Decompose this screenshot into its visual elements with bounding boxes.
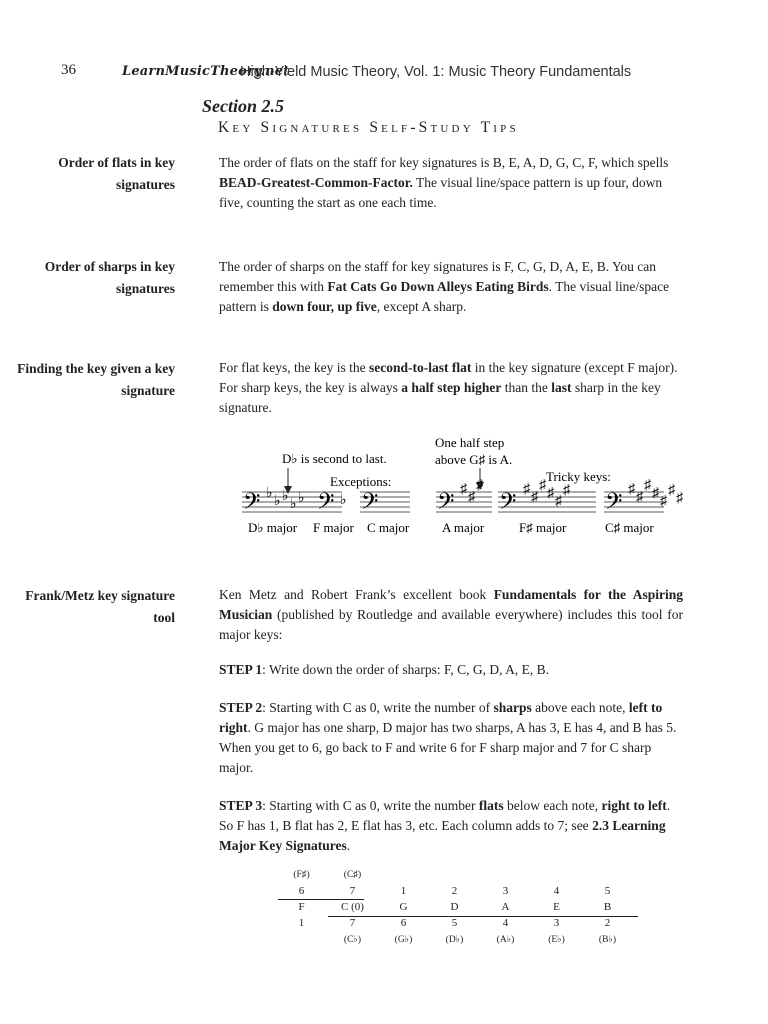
sharp-accidental-icon: ♯ [676,491,683,506]
table-cell-note: C (0) [341,901,364,913]
sharp-accidental-icon: ♯ [555,494,562,509]
sidebar-heading-finding-key: Finding the key given a key signature [17,361,175,398]
table-cell-paren: (E♭) [548,934,565,945]
flat-accidental-icon: ♭ [266,486,273,501]
annotation-half-step-line2: above G♯ is A. [435,452,513,467]
annotation-exceptions: Exceptions: [330,474,392,489]
topic-frank-metz-text: Ken Metz and Robert Frank’s excellent book Fundamentals for the Aspiring Musician (published by Routledge and available everywhere) includes this tool for major keys: [219,587,683,642]
table-cell-flats: 4 [502,917,509,929]
table-row-notes [276,899,633,915]
table-cell-paren: (F♯) [293,870,310,880]
table-cell-paren [531,867,582,883]
table-cell-flats: 1 [298,917,305,929]
section-title: Key Signatures Self-Study Tips [218,119,519,136]
sharp-accidental-icon: ♯ [652,486,659,501]
label-csharp-major: C♯ major [605,520,654,535]
frank-metz-table [276,867,633,947]
flat-accidental-icon: ♭ [298,491,305,506]
table-cell-paren: (B♭) [598,934,617,945]
flat-accidental-icon: ♭ [340,493,347,508]
key-signature-figure [230,430,683,542]
sharp-accidental-icon: ♯ [668,483,675,498]
step-3-text: STEP 3: Starting with C as 0, write the number flats below each note, right to left. So F has 1, B flat has 2, E flat has 3, etc. Each column adds to 7; see 2.3 Learning Major Key Signatures. [219,798,671,853]
table-cell-paren: (G♭) [394,934,413,945]
table-cell-paren: (D♭) [445,934,464,945]
table-cell-flats: 3 [553,917,560,929]
bass-clef-icon: 𝄢 [243,489,261,519]
bass-clef-icon: 𝄢 [605,489,623,519]
sharp-accidental-icon: ♯ [460,482,467,497]
table-row-sharps [276,883,633,899]
sidebar-heading-flats: Order of flats in key signatures [58,155,175,192]
bass-clef-icon: 𝄢 [499,489,517,519]
brand-logo: LearnMusicTheory.net [122,64,290,79]
table-cell-note: E [553,901,560,913]
bass-clef-icon: 𝄢 [361,489,379,519]
table-cell-flats: 7 [349,917,356,929]
table-cell-note: D [450,901,459,913]
table-cell-paren [276,931,327,947]
table-cell-sharps: 3 [502,885,509,897]
table-cell-sharps: 4 [553,885,560,897]
table-cell-paren [378,867,429,883]
table-cell-paren [480,867,531,883]
table-cell-flats: 5 [451,917,458,929]
section-number: Section 2.5 [202,96,285,116]
table-cell-sharps: 5 [604,885,611,897]
annotation-flat-second-to-last: D♭ is second to last. [282,451,387,466]
table-cell-flats: 2 [604,917,611,929]
sharp-accidental-icon: ♯ [628,482,635,497]
sharp-accidental-icon: ♯ [563,483,570,498]
sharp-accidental-icon: ♯ [531,490,538,505]
table-rule-lower [328,916,638,917]
sharp-accidental-icon: ♯ [523,482,530,497]
steps-block [219,660,683,874]
sharp-accidental-icon: ♯ [644,478,651,493]
step-1-text: STEP 1: Write down the order of sharps: F, C, G, D, A, E, B. [219,662,550,677]
table-cell-paren: (A♭) [496,934,515,945]
sharp-accidental-icon: ♯ [636,490,643,505]
annotation-half-step-line1: One half step [435,435,505,450]
label-c-major: C major [367,520,410,535]
page-number: 36 [61,62,76,78]
sharp-accidental-icon: ♯ [660,494,667,509]
table-row-bottom-paren [276,931,633,947]
bass-clef-icon: 𝄢 [317,489,335,519]
topic-finding-key-text: For flat keys, the key is the second-to-last flat in the key signature (except F major). For sharp keys, the key is always a half step higher than the last sharp in the key signature. [219,360,678,415]
label-fsharp-major: F♯ major [519,520,567,535]
sidebar-heading-frank-metz: Frank/Metz key signature tool [25,588,175,625]
sidebar-heading-sharps: Order of sharps in key signatures [44,259,175,296]
table-cell-paren: (C♯) [343,870,362,880]
topic-sharps-text: The order of sharps on the staff for key signatures is F, C, G, D, A, E, B. You can remember this with Fat Cats Go Down Alleys Eating Birds. The visual line/space pattern is down four, up five, except A sharp. [219,259,670,314]
sharp-accidental-icon: ♯ [547,486,554,501]
table-cell-note: B [603,901,612,913]
label-f-major: F major [313,520,354,535]
table-cell-paren [582,867,633,883]
table-cell-flats: 6 [400,917,407,929]
step-2-text: STEP 2: Starting with C as 0, write the number of sharps above each note, left to right. G major has one sharp, D major has two sharps, A has 3, E has 4, and B has 5. When you get to 6, go back to F and write 6 for F sharp major and 7 for C sharp major. [219,700,677,775]
table-row-flats [276,915,633,931]
table-cell-sharps: 7 [349,885,356,897]
bass-clef-icon: 𝄢 [437,489,455,519]
label-db-major: D♭ major [248,520,298,535]
table-cell-paren [429,867,480,883]
table-cell-paren: (C♭) [343,934,362,945]
table-row-top-paren [276,867,633,883]
table-cell-note: F [298,901,305,913]
table-cell-note: G [399,901,408,913]
table-cell-sharps: 6 [298,885,305,897]
annotation-tricky-keys: Tricky keys: [546,469,611,484]
table-cell-sharps: 2 [451,885,458,897]
table-cell-note: A [501,901,510,913]
running-header: High-Yield Music Theory, Vol. 1: Music Theory Fundamentals [240,64,632,80]
flat-accidental-icon: ♭ [274,494,281,509]
sharp-accidental-icon: ♯ [476,478,483,493]
flat-accidental-icon: ♭ [290,497,297,512]
table-rule-upper [278,899,364,900]
flat-accidental-icon: ♭ [282,489,289,504]
label-a-major: A major [442,520,485,535]
sharp-accidental-icon: ♯ [539,478,546,493]
topic-flats-text: The order of flats on the staff for key signatures is B, E, A, D, G, C, F, which spells BEAD-Greatest-Common-Factor. The visual line/space pattern is up four, down five, counting the start as one each time. [219,155,669,210]
sharp-accidental-icon: ♯ [468,490,475,505]
table-cell-sharps: 1 [400,885,407,897]
